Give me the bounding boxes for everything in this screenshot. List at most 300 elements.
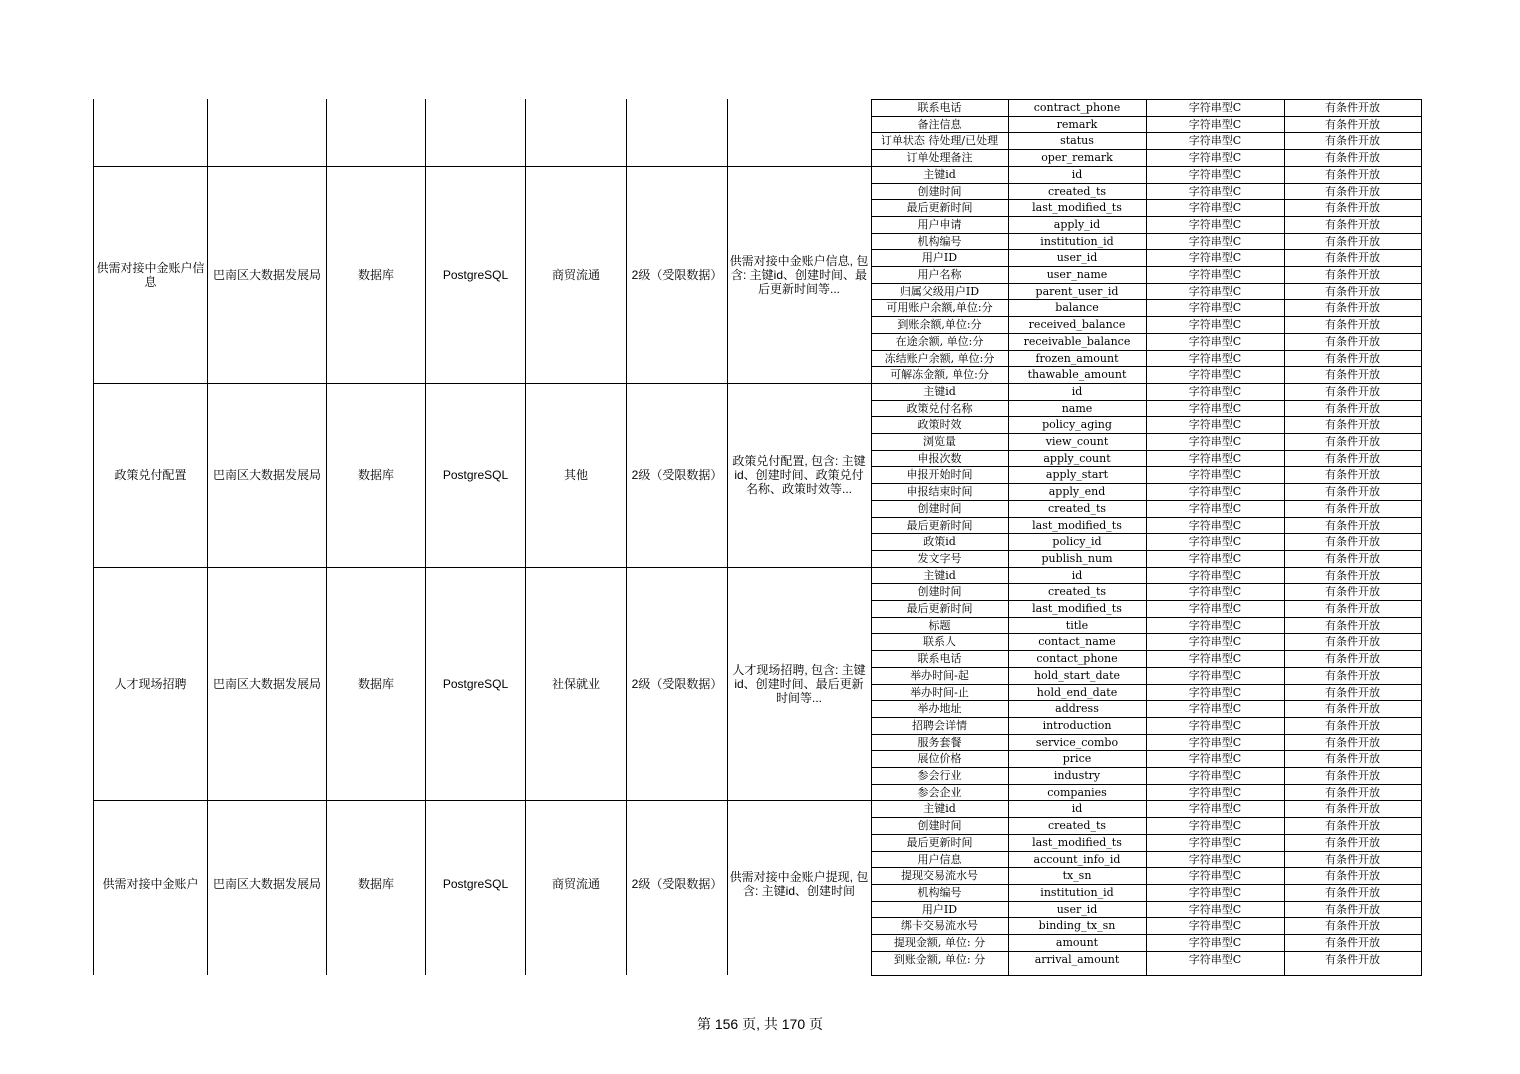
field-row: [871, 166, 1421, 183]
field-row: [871, 132, 1421, 149]
field-name: introduction: [1042, 718, 1112, 732]
field-access: 有条件开放: [1325, 518, 1380, 532]
field-name: balance: [1055, 300, 1099, 314]
field-name: last_modified_ts: [1032, 601, 1122, 615]
field-type: 字符串型C: [1188, 417, 1242, 431]
field-label: 订单状态 待处理/已处理: [880, 133, 999, 147]
field-name: created_ts: [1047, 818, 1107, 832]
field-type: 字符串型C: [1188, 484, 1242, 498]
field-name: apply_count: [1043, 451, 1111, 465]
description-cell: 人才现场招聘, 包含: 主键id、创建时间、最后更新时间等...: [732, 663, 866, 705]
field-type: 字符串型C: [1188, 835, 1242, 849]
field-access: 有条件开放: [1325, 284, 1380, 298]
field-type: 字符串型C: [1188, 668, 1242, 682]
field-type: 字符串型C: [1188, 401, 1242, 415]
field-row: [871, 884, 1421, 901]
field-type: 字符串型C: [1188, 467, 1242, 481]
field-label: 参会行业: [917, 768, 962, 782]
field-row: [871, 767, 1421, 784]
source-type-cell: 数据库: [357, 677, 394, 691]
field-access: 有条件开放: [1325, 234, 1380, 248]
field-name: tx_sn: [1062, 868, 1092, 882]
field-name: companies: [1047, 785, 1107, 799]
field-type: 字符串型C: [1188, 434, 1242, 448]
field-label: 政策id: [923, 534, 956, 548]
column-divider: [626, 99, 627, 975]
field-row: [871, 333, 1421, 350]
field-access: 有条件开放: [1325, 668, 1380, 682]
field-type: 字符串型C: [1188, 701, 1242, 715]
field-name: publish_num: [1041, 551, 1113, 565]
field-access: 有条件开放: [1325, 250, 1380, 264]
field-label: 申报结束时间: [906, 484, 973, 498]
field-name: arrival_amount: [1034, 952, 1120, 966]
field-type: 字符串型C: [1188, 935, 1242, 949]
field-name: contact_phone: [1036, 651, 1118, 665]
field-type: 字符串型C: [1188, 317, 1242, 331]
field-name: id: [1071, 167, 1083, 181]
field-access: 有条件开放: [1325, 367, 1380, 381]
field-label: 用户ID: [921, 902, 958, 916]
database-type-cell: PostgreSQL: [442, 876, 509, 891]
department-cell: 巴南区大数据发展局: [212, 267, 321, 282]
field-type: 字符串型C: [1188, 117, 1242, 131]
field-label: 到账余额,单位:分: [897, 317, 982, 331]
field-label: 发文字号: [917, 551, 962, 565]
field-name: policy_id: [1052, 534, 1102, 548]
field-access: 有条件开放: [1325, 184, 1380, 198]
field-row: [871, 216, 1421, 233]
field-name: apply_start: [1045, 467, 1109, 481]
source-type-cell: 数据库: [357, 876, 394, 891]
field-name: address: [1055, 701, 1099, 715]
field-label: 用户名称: [917, 267, 962, 281]
field-label: 可解冻金额, 单位:分: [890, 367, 989, 381]
field-type: 字符串型C: [1188, 267, 1242, 281]
field-type: 字符串型C: [1188, 818, 1242, 832]
field-row: [871, 567, 1421, 584]
field-name: user_id: [1056, 250, 1098, 264]
field-access: 有条件开放: [1325, 100, 1380, 114]
field-access: 有条件开放: [1325, 133, 1380, 147]
field-type: 字符串型C: [1188, 918, 1242, 932]
field-access: 有条件开放: [1325, 835, 1380, 849]
security-level-cell: 2级（受限数据）: [631, 468, 723, 482]
field-row: [871, 550, 1421, 567]
field-label: 举办时间-起: [910, 668, 969, 682]
field-type: 字符串型C: [1188, 184, 1242, 198]
field-row: [871, 283, 1421, 300]
field-type: 字符串型C: [1188, 300, 1242, 314]
field-name: contract_phone: [1033, 100, 1121, 114]
field-name: hold_end_date: [1036, 685, 1118, 699]
field-label: 用户信息: [917, 852, 962, 866]
field-type: 字符串型C: [1188, 167, 1242, 181]
table-bottom-border: [871, 975, 1422, 976]
category-cell: 商贸流通: [551, 267, 600, 282]
field-name: binding_tx_sn: [1038, 918, 1116, 932]
field-name: name: [1061, 401, 1093, 415]
security-level-cell: 2级（受限数据）: [631, 267, 723, 282]
field-label: 订单处理备注: [906, 150, 973, 164]
field-type: 字符串型C: [1188, 718, 1242, 732]
field-name: created_ts: [1047, 184, 1107, 198]
field-access: 有条件开放: [1325, 551, 1380, 565]
field-name: created_ts: [1047, 501, 1107, 515]
field-row: [871, 851, 1421, 868]
field-access: 有条件开放: [1325, 918, 1380, 932]
field-name: parent_user_id: [1035, 284, 1119, 298]
field-row: [871, 650, 1421, 667]
field-label: 冻结账户余额, 单位:分: [884, 351, 995, 365]
field-name: apply_end: [1048, 484, 1106, 498]
security-level-cell: [628, 99, 726, 166]
field-type: 字符串型C: [1188, 885, 1242, 899]
field-access: 有条件开放: [1325, 384, 1380, 398]
dataset-name-cell: 政策兑付配置: [114, 468, 187, 482]
field-label: 用户ID: [921, 250, 958, 264]
field-label: 参会企业: [917, 785, 962, 799]
source-type-cell: 数据库: [357, 267, 394, 282]
field-type: 字符串型C: [1188, 234, 1242, 248]
field-label: 服务套餐: [917, 735, 962, 749]
field-row: [871, 684, 1421, 701]
description-cell: 供需对接中金账户信息, 包含: 主键id、创建时间、最后更新时间等...: [729, 253, 869, 296]
field-label: 备注信息: [917, 117, 962, 131]
field-type: 字符串型C: [1188, 501, 1242, 515]
field-name: id: [1071, 568, 1083, 582]
database-type-cell: [427, 99, 524, 166]
field-name: user_name: [1046, 267, 1108, 281]
field-type: 字符串型C: [1188, 651, 1242, 665]
column-divider: [207, 99, 208, 975]
field-access: 有条件开放: [1325, 568, 1380, 582]
field-name: price: [1062, 751, 1092, 765]
database-type-cell: PostgreSQL: [442, 267, 509, 282]
field-name: created_ts: [1047, 584, 1107, 598]
field-row: [871, 934, 1421, 951]
field-access: 有条件开放: [1325, 601, 1380, 615]
field-access: 有条件开放: [1325, 334, 1380, 348]
field-name: title: [1065, 618, 1089, 632]
field-label: 用户申请: [917, 217, 962, 231]
field-row: [871, 400, 1421, 417]
field-row: [871, 834, 1421, 851]
field-access: 有条件开放: [1325, 935, 1380, 949]
field-label: 提现金额, 单位: 分: [893, 935, 986, 949]
field-label: 标题: [928, 618, 951, 632]
field-row: [871, 183, 1421, 200]
field-label: 创建时间: [917, 584, 962, 598]
field-access: 有条件开放: [1325, 634, 1380, 648]
field-label: 到账金额, 单位: 分: [893, 952, 986, 966]
field-row: [871, 784, 1421, 801]
field-name: account_info_id: [1033, 852, 1121, 866]
department-cell: 巴南区大数据发展局: [212, 876, 321, 891]
field-name: thawable_amount: [1027, 367, 1127, 381]
field-access: 有条件开放: [1325, 952, 1380, 966]
field-label: 主键id: [923, 167, 956, 181]
field-access: 有条件开放: [1325, 451, 1380, 465]
field-access: 有条件开放: [1325, 150, 1380, 164]
field-access: 有条件开放: [1325, 701, 1380, 715]
field-type: 字符串型C: [1188, 217, 1242, 231]
column-divider: [425, 99, 426, 975]
dataset-name-cell: 人才现场招聘: [114, 677, 187, 691]
description-cell: 供需对接中金账户提现, 包含: 主键id、创建时间: [729, 869, 869, 898]
field-row: [871, 316, 1421, 333]
field-name: frozen_amount: [1035, 351, 1119, 365]
field-access: 有条件开放: [1325, 768, 1380, 782]
field-row: [871, 149, 1421, 166]
field-access: 有条件开放: [1325, 685, 1380, 699]
field-type: 字符串型C: [1188, 367, 1242, 381]
field-type: 字符串型C: [1188, 284, 1242, 298]
field-access: 有条件开放: [1325, 501, 1380, 515]
field-label: 创建时间: [917, 818, 962, 832]
field-access: 有条件开放: [1325, 618, 1380, 632]
field-row: [871, 416, 1421, 433]
field-name: amount: [1055, 935, 1099, 949]
field-row: [871, 617, 1421, 634]
field-type: 字符串型C: [1188, 100, 1242, 114]
field-row: [871, 917, 1421, 934]
field-type: 字符串型C: [1188, 902, 1242, 916]
column-divider: [1421, 99, 1422, 975]
field-type: 字符串型C: [1188, 868, 1242, 882]
field-row: [871, 700, 1421, 717]
field-row: [871, 233, 1421, 250]
field-row: [871, 383, 1421, 400]
dataset-name-cell: 供需对接中金账户: [102, 876, 199, 891]
field-label: 创建时间: [917, 184, 962, 198]
field-access: 有条件开放: [1325, 718, 1380, 732]
category-cell: 社保就业: [551, 677, 600, 691]
field-name: apply_id: [1053, 217, 1101, 231]
field-row: [871, 199, 1421, 216]
field-name: contact_name: [1038, 634, 1116, 648]
field-row: [871, 266, 1421, 283]
field-access: 有条件开放: [1325, 801, 1380, 815]
field-access: 有条件开放: [1325, 434, 1380, 448]
field-type: 字符串型C: [1188, 334, 1242, 348]
field-row: [871, 600, 1421, 617]
field-row: [871, 734, 1421, 751]
description-cell: 政策兑付配置, 包含: 主键id、创建时间、政策兑付名称、政策时效等...: [732, 454, 866, 496]
column-divider: [727, 99, 728, 975]
field-label: 主键id: [923, 384, 956, 398]
security-level-cell: 2级（受限数据）: [631, 677, 723, 691]
field-access: 有条件开放: [1325, 885, 1380, 899]
field-access: 有条件开放: [1325, 751, 1380, 765]
field-label: 最后更新时间: [906, 835, 973, 849]
field-row: [871, 817, 1421, 834]
field-access: 有条件开放: [1325, 818, 1380, 832]
department-cell: [209, 99, 325, 166]
field-row: [871, 249, 1421, 266]
field-name: service_combo: [1035, 735, 1119, 749]
field-label: 最后更新时间: [906, 601, 973, 615]
field-type: 字符串型C: [1188, 952, 1242, 966]
field-label: 政策时效: [917, 417, 962, 431]
field-name: view_count: [1045, 434, 1109, 448]
field-type: 字符串型C: [1188, 150, 1242, 164]
database-type-cell: PostgreSQL: [442, 677, 509, 691]
field-access: 有条件开放: [1325, 467, 1380, 481]
field-row: [871, 717, 1421, 734]
field-row: [871, 116, 1421, 133]
field-label: 最后更新时间: [906, 200, 973, 214]
field-row: [871, 533, 1421, 550]
category-cell: 其他: [563, 468, 588, 482]
field-row: [871, 99, 1421, 116]
field-row: [871, 667, 1421, 684]
category-cell: [527, 99, 625, 166]
field-label: 提现交易流水号: [901, 868, 978, 882]
column-divider: [525, 99, 526, 975]
field-name: remark: [1056, 117, 1098, 131]
field-name: last_modified_ts: [1032, 200, 1122, 214]
field-type: 字符串型C: [1188, 534, 1242, 548]
category-cell: 商贸流通: [551, 876, 600, 891]
field-label: 联系人: [923, 634, 956, 648]
field-access: 有条件开放: [1325, 651, 1380, 665]
field-row: [871, 350, 1421, 367]
field-type: 字符串型C: [1188, 133, 1242, 147]
field-access: 有条件开放: [1325, 417, 1380, 431]
field-label: 申报次数: [917, 451, 962, 465]
field-access: 有条件开放: [1325, 868, 1380, 882]
field-name: receivable_balance: [1023, 334, 1131, 348]
field-label: 归属父级用户ID: [899, 284, 980, 298]
field-row: [871, 867, 1421, 884]
field-label: 招聘会详情: [912, 718, 967, 732]
field-access: 有条件开放: [1325, 117, 1380, 131]
field-type: 字符串型C: [1188, 852, 1242, 866]
field-name: institution_id: [1040, 885, 1114, 899]
field-row: [871, 450, 1421, 467]
field-row: [871, 800, 1421, 817]
field-type: 字符串型C: [1188, 601, 1242, 615]
field-row: [871, 951, 1421, 968]
field-name: oper_remark: [1041, 150, 1113, 164]
field-row: [871, 901, 1421, 918]
field-type: 字符串型C: [1188, 768, 1242, 782]
field-access: 有条件开放: [1325, 267, 1380, 281]
field-access: 有条件开放: [1325, 584, 1380, 598]
field-name: id: [1071, 801, 1083, 815]
page-footer: 第 156 页, 共 170 页: [696, 1016, 824, 1032]
field-access: 有条件开放: [1325, 852, 1380, 866]
field-row: [871, 433, 1421, 450]
field-type: 字符串型C: [1188, 618, 1242, 632]
dataset-name-cell: [95, 99, 206, 166]
field-label: 绑卡交易流水号: [901, 918, 978, 932]
field-type: 字符串型C: [1188, 584, 1242, 598]
field-access: 有条件开放: [1325, 735, 1380, 749]
field-name: received_balance: [1028, 317, 1126, 331]
field-row: [871, 633, 1421, 650]
field-access: 有条件开放: [1325, 484, 1380, 498]
field-type: 字符串型C: [1188, 685, 1242, 699]
field-access: 有条件开放: [1325, 167, 1380, 181]
field-label: 联系电话: [917, 651, 962, 665]
field-label: 机构编号: [917, 885, 962, 899]
field-type: 字符串型C: [1188, 785, 1242, 799]
field-row: [871, 483, 1421, 500]
field-type: 字符串型C: [1188, 801, 1242, 815]
field-access: 有条件开放: [1325, 200, 1380, 214]
field-row: [871, 366, 1421, 383]
database-type-cell: PostgreSQL: [442, 468, 509, 482]
field-type: 字符串型C: [1188, 451, 1242, 465]
department-cell: 巴南区大数据发展局: [212, 677, 321, 691]
field-type: 字符串型C: [1188, 568, 1242, 582]
column-divider: [326, 99, 327, 975]
source-type-cell: 数据库: [357, 468, 394, 482]
field-label: 在途余额, 单位:分: [895, 334, 984, 348]
field-name: status: [1060, 133, 1094, 147]
field-name: last_modified_ts: [1032, 518, 1122, 532]
field-label: 浏览量: [923, 434, 956, 448]
field-access: 有条件开放: [1325, 300, 1380, 314]
field-row: [871, 517, 1421, 534]
field-label: 联系电话: [917, 100, 962, 114]
department-cell: 巴南区大数据发展局: [212, 468, 321, 482]
security-level-cell: 2级（受限数据）: [631, 876, 723, 891]
field-name: hold_start_date: [1033, 668, 1121, 682]
field-name: policy_aging: [1042, 417, 1112, 431]
description-cell: [729, 99, 869, 166]
field-row: [871, 466, 1421, 483]
field-label: 举办地址: [917, 701, 962, 715]
field-label: 举办时间-止: [910, 685, 969, 699]
field-type: 字符串型C: [1188, 735, 1242, 749]
field-name: last_modified_ts: [1032, 835, 1122, 849]
field-type: 字符串型C: [1188, 518, 1242, 532]
field-type: 字符串型C: [1188, 351, 1242, 365]
dataset-name-cell: 供需对接中金账户信息: [96, 260, 205, 289]
field-row: [871, 750, 1421, 767]
source-type-cell: [328, 99, 424, 166]
field-label: 政策兑付名称: [906, 401, 973, 415]
column-divider: [93, 99, 94, 975]
field-access: 有条件开放: [1325, 351, 1380, 365]
field-label: 最后更新时间: [906, 518, 973, 532]
field-name: user_id: [1056, 902, 1098, 916]
field-label: 可用账户余额,单位:分: [886, 300, 993, 314]
field-type: 字符串型C: [1188, 200, 1242, 214]
field-access: 有条件开放: [1325, 217, 1380, 231]
field-row: [871, 299, 1421, 316]
field-access: 有条件开放: [1325, 534, 1380, 548]
field-type: 字符串型C: [1188, 634, 1242, 648]
field-row: [871, 583, 1421, 600]
field-label: 申报开始时间: [906, 467, 973, 481]
field-access: 有条件开放: [1325, 317, 1380, 331]
field-type: 字符串型C: [1188, 751, 1242, 765]
field-type: 字符串型C: [1188, 551, 1242, 565]
field-access: 有条件开放: [1325, 902, 1380, 916]
field-access: 有条件开放: [1325, 785, 1380, 799]
field-access: 有条件开放: [1325, 401, 1380, 415]
field-label: 创建时间: [917, 501, 962, 515]
field-name: institution_id: [1040, 234, 1114, 248]
field-row: [871, 500, 1421, 517]
field-name: id: [1071, 384, 1083, 398]
field-label: 机构编号: [917, 234, 962, 248]
field-type: 字符串型C: [1188, 250, 1242, 264]
